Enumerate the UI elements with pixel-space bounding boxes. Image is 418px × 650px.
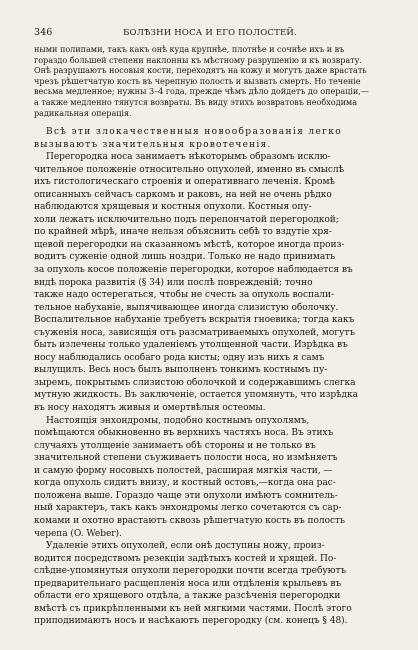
text-line: Воспалительное набуханіе требуетъ вскрытія гноевика; тогда какъ [34, 315, 355, 326]
text-line: за опухоль косое положеніе перегородки, которое наблюдается въ [34, 265, 353, 276]
text-line: приподнимаютъ носъ и насѣкаютъ перегородку (см. конецъ § 48). [34, 616, 348, 627]
text-line: значительной степени съуживаетъ полости носа, но измѣняетъ [34, 453, 338, 464]
text-line: ихъ гистологическаго строенія и оперативнаго леченія. Кромѣ [34, 177, 335, 188]
text-line: ный характеръ, такъ какъ энхондромы легко сочетаются съ сар- [34, 503, 342, 514]
text-line: когда опухоль сидитъ внизу, и костный остовъ,—когда она рас- [34, 478, 336, 489]
text-line: Настоящія энхондромы, подобно костнымъ опухолямъ, [46, 415, 310, 426]
text-line: гораздо большей степени наклонны къ мѣстному разрушенію и къ возврату. [34, 54, 362, 65]
text-line: области его хрящевого отдѣла, а также разсѣченія перегородки [34, 591, 341, 602]
text-line: положена выше. Гораздо чаще эти опухоли имѣютъ сомнитель- [34, 490, 338, 501]
text-line: съуженія носа, зависящія отъ разсматриваемыхъ опухолей, могутъ [34, 327, 355, 338]
text-line: вылущилъ. Весь носъ былъ выполненъ тонкимъ костнымъ пу- [34, 365, 328, 376]
text-line: зыремъ, покрытымъ слизистою оболочкой и содержавшимъ слегка [34, 377, 356, 388]
text-line: случаяхъ утолщеніе занимаетъ обѣ стороны и не только въ [34, 440, 316, 451]
text-line: также надо остерегаться, чтобы не счесть за опухоль воспали- [34, 290, 334, 301]
small-print-paragraph [34, 44, 386, 118]
text-line: въ носу находятъ живыя и омертвѣлыя остеомы. [34, 403, 266, 414]
text-line: быть излечены только удаленіемъ утолщенной части. Изрѣдка въ [34, 340, 348, 351]
text-line: черепа (O. Weber). [34, 528, 122, 539]
text-line: комами и охотно врастаютъ сквозь рѣшетчатую кость въ полость [34, 515, 345, 526]
text-line: радикальная операція. [34, 107, 132, 118]
running-title: БОЛѢЗНИ НОСА И ЕГО ПОЛОСТЕЙ. [123, 28, 297, 38]
text-line: весьма медленное; нужны 3–4 года, прежде чѣмъ дѣло дойдетъ до операціи,— [34, 86, 369, 97]
page-number: 346 [34, 27, 53, 38]
text-line: мутную жидкость. Въ заключеніе, остается упомянуть, что изрѣдка [34, 390, 358, 401]
text-line: слѣдне-упомянутыя опухоли перегородки почти всегда требуютъ [34, 566, 347, 577]
text-line: ными полипами, такъ какъ онѣ куда крупнѣе, плотнѣе и сочнѣе ихъ и въ [34, 44, 345, 54]
text-line: Онѣ разрушаютъ носовыя кости, переходятъ на кожу и могутъ даже врастать [34, 65, 367, 76]
text-line: водитъ суженіе одной лишь ноздри. Только не надо принимать [34, 252, 336, 263]
text-line: вмѣстѣ съ прикрѣпленными къ ней мягкими частями. Послѣ этого [34, 603, 352, 614]
text-line: вызываютъ значительныя кровотеченія. [34, 139, 272, 150]
text-line: щевой перегородки на сказанномъ мѣстѣ, которое иногда произ- [34, 239, 345, 250]
page-header [34, 26, 386, 40]
text-line: носу наблюдались особаго рода кисты; одну изъ нихъ я самъ [34, 352, 325, 363]
text-line: предварительнаго расщепленія носа или отдѣленія крыльевъ въ [34, 578, 342, 589]
text-line: Всѣ эти злокачественныя новообразованія легко [46, 127, 343, 137]
text-line: помѣщаются обыкновенно въ верхнихъ частяхъ носа. Въ этихъ [34, 428, 334, 439]
text-line: наблюдаются хрящевыя и костныя опухоли. Костныя опу- [34, 202, 312, 213]
text-line: описанныхъ сейчасъ саркомъ и раковъ, на ней не очень рѣдко [34, 189, 332, 200]
text-line: чрезъ рѣшетчатую кость въ черепную полость и вызвать смерть. Но теченіе [34, 75, 361, 86]
text-line: Удаленіе этихъ опухолей, если онѣ доступны ножу, произ- [46, 541, 325, 552]
text-line: водится посредствомъ резекціи задѣтыхъ костей и хрящей. По- [34, 553, 337, 564]
text-line: тельное набуханіе, выпячивающее иногда слизистую оболочку. [34, 302, 339, 313]
text-line: и самую форму носовыхъ полостей, расширая мягкія части, — [34, 465, 333, 476]
text-line: холи лежатъ исключительно подъ перепончатой перегородкой; [34, 214, 339, 225]
text-line: Перегородка носа занимаетъ нѣкоторымъ образомъ исклю- [46, 152, 331, 163]
text-line: чительное положеніе относительно опухолей, именно въ смыслѣ [34, 164, 345, 175]
text-line: по крайней мѣрѣ, иначе нельзя объяснить себѣ то вздутіе хря- [34, 227, 332, 238]
text-line: а также медленно тянутся возвраты. Въ виду этихъ возвратовъ необходима [34, 96, 357, 107]
text-line: видѣ порока развитія (§ 34) или послѣ поврежденій; точно [34, 277, 313, 288]
main-text [34, 126, 386, 628]
